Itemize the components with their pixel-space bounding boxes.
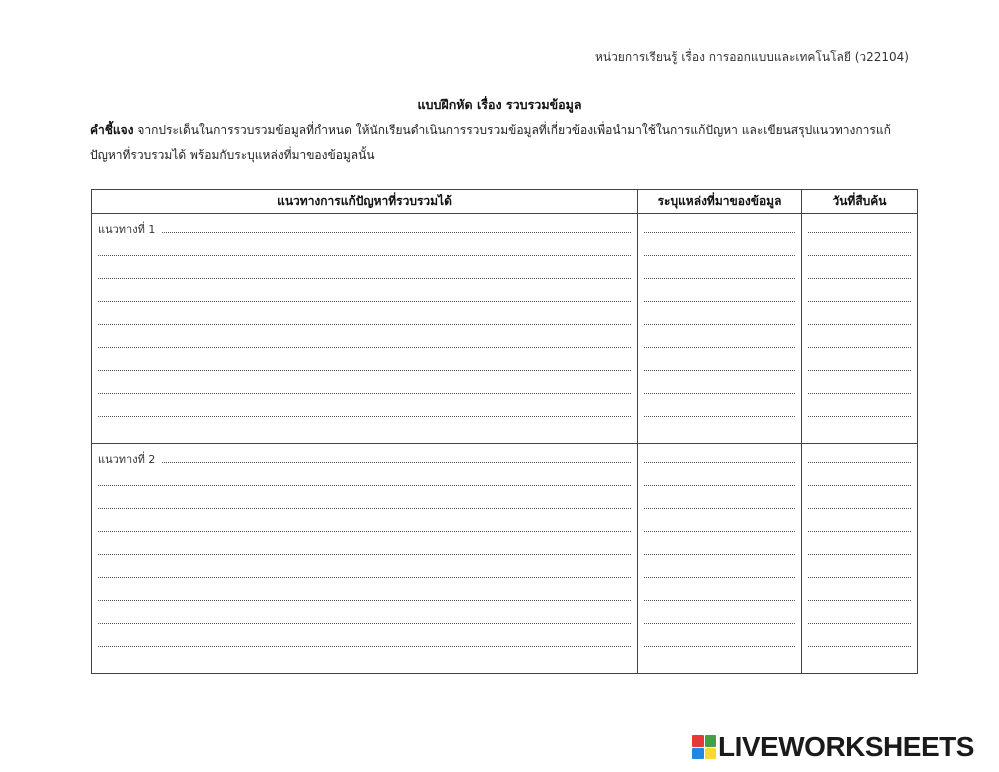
source-line[interactable] (644, 540, 795, 563)
source-cell-1[interactable] (638, 214, 802, 444)
instructions (90, 118, 910, 168)
answer-line[interactable] (98, 494, 631, 517)
answer-line[interactable] (98, 264, 631, 287)
worksheet-title: แบบฝึกหัด เรื่อง รวบรวมข้อมูล (417, 97, 582, 112)
logo-tile-red (692, 735, 704, 747)
date-line[interactable] (808, 356, 911, 379)
date-line[interactable] (808, 448, 911, 471)
date-line[interactable] (808, 218, 911, 241)
date-line[interactable] (808, 310, 911, 333)
answer-line[interactable] (98, 379, 631, 402)
source-line[interactable] (644, 609, 795, 632)
date-line[interactable] (808, 586, 911, 609)
date-line[interactable] (808, 241, 911, 264)
answer-line[interactable] (98, 356, 631, 379)
source-line[interactable] (644, 241, 795, 264)
source-line[interactable] (644, 379, 795, 402)
source-line[interactable] (644, 448, 795, 471)
solution-cell-1[interactable] (92, 214, 638, 444)
answer-line[interactable] (98, 471, 631, 494)
source-line[interactable] (644, 471, 795, 494)
answer-line[interactable] (98, 241, 631, 264)
date-line[interactable] (808, 563, 911, 586)
table-header-row (92, 190, 918, 214)
date-line[interactable] (808, 287, 911, 310)
answer-line[interactable] (98, 333, 631, 356)
answer-line[interactable] (98, 586, 631, 609)
header-solutions: แนวทางการแก้ปัญหาที่รวบรวมได้ (92, 190, 638, 214)
source-line[interactable] (644, 287, 795, 310)
date-cell-1[interactable] (802, 214, 918, 444)
source-line[interactable] (644, 310, 795, 333)
logo-tile-blue (692, 748, 704, 760)
liveworksheets-brand (692, 732, 974, 762)
unit-header: หน่วยการเรียนรู้ เรื่อง การออกแบบและเทคโนโลยี (ว22104) (594, 50, 909, 64)
answer-line[interactable] (98, 540, 631, 563)
table-row (92, 444, 918, 674)
date-line[interactable] (808, 402, 911, 425)
answer-line[interactable] (98, 310, 631, 333)
date-line[interactable] (808, 494, 911, 517)
date-line[interactable] (808, 333, 911, 356)
answer-line[interactable] (98, 563, 631, 586)
header-date: วันที่สืบค้น (802, 190, 918, 214)
date-line[interactable] (808, 609, 911, 632)
instructions-text: จากประเด็นในการรวบรวมข้อมูลที่กำหนด ให้นักเรียนดำเนินการรวบรวมข้อมูลที่เกี่ยวข้องเพื่อนำมาใช้ในการแก้ปัญหา และเขียนสรุปแนวทางการแก้ปัญหาที่รวบรวมได้ พร้อมกับระบุแหล่งที่มาของข้อมูลนั้น (90, 123, 891, 162)
liveworksheets-logo-icon (692, 735, 716, 759)
source-line[interactable] (644, 264, 795, 287)
header-source: ระบุแหล่งที่มาของข้อมูล (638, 190, 802, 214)
answer-line[interactable] (98, 287, 631, 310)
brand-text: LIVEWORKSHEETS (718, 731, 974, 762)
source-line[interactable] (644, 494, 795, 517)
answer-line[interactable] (98, 609, 631, 632)
logo-tile-yellow (705, 748, 717, 760)
source-line[interactable] (644, 402, 795, 425)
worksheet-table (91, 189, 918, 674)
source-line[interactable] (644, 333, 795, 356)
date-line[interactable] (808, 379, 911, 402)
solution-label-2: แนวทางที่ 2 (98, 453, 159, 466)
source-line[interactable] (644, 517, 795, 540)
date-line[interactable] (808, 632, 911, 655)
answer-line[interactable] (98, 632, 631, 655)
source-cell-2[interactable] (638, 444, 802, 674)
date-line[interactable] (808, 517, 911, 540)
source-line[interactable] (644, 632, 795, 655)
answer-line[interactable] (98, 402, 631, 425)
date-line[interactable] (808, 264, 911, 287)
date-line[interactable] (808, 540, 911, 563)
solution-cell-2[interactable] (92, 444, 638, 674)
source-line[interactable] (644, 563, 795, 586)
answer-line[interactable] (98, 448, 631, 471)
instructions-label: คำชี้แจง (90, 123, 134, 137)
source-line[interactable] (644, 218, 795, 241)
logo-tile-green (705, 735, 717, 747)
answer-line[interactable] (98, 218, 631, 241)
solution-label-1: แนวทางที่ 1 (98, 223, 159, 236)
answer-line[interactable] (98, 517, 631, 540)
source-line[interactable] (644, 356, 795, 379)
date-cell-2[interactable] (802, 444, 918, 674)
source-line[interactable] (644, 586, 795, 609)
table-row (92, 214, 918, 444)
date-line[interactable] (808, 471, 911, 494)
